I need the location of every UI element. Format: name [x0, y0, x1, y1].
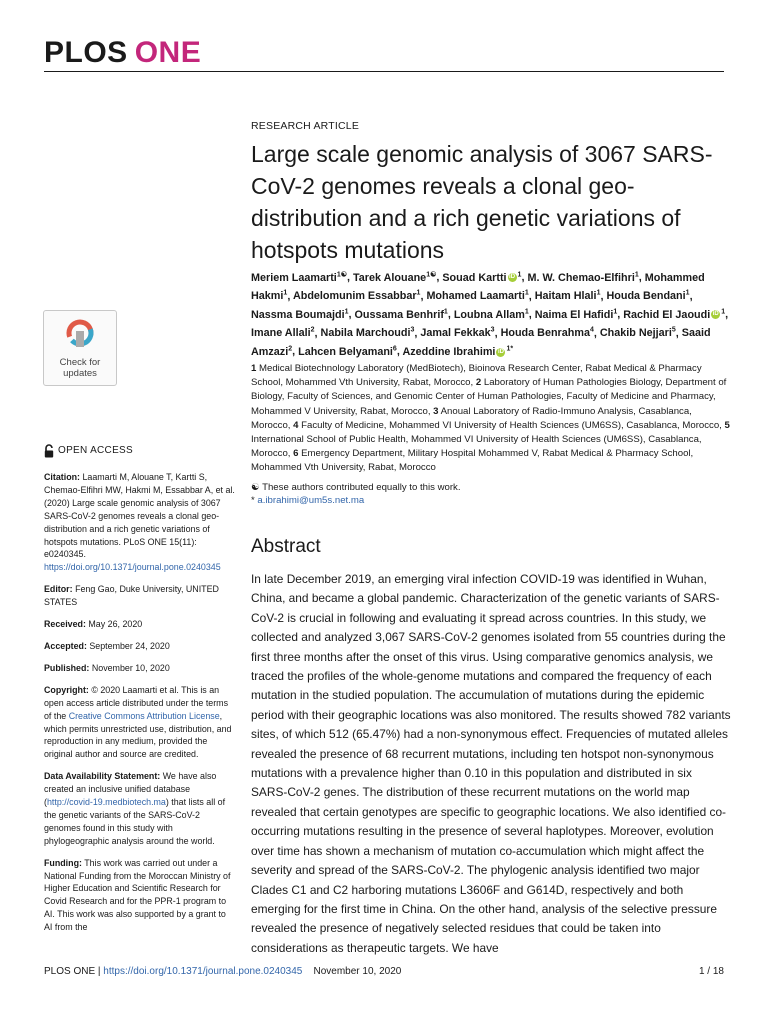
badge-line2: updates	[63, 368, 97, 379]
published-block: Published: November 10, 2020	[44, 662, 170, 673]
open-lock-icon	[44, 444, 54, 458]
header-rule	[44, 71, 724, 72]
journal-logo	[44, 36, 201, 70]
funding-block: Funding: This work was carried out under a National Funding from the Moroccan Ministry of Higher Education and Scientific Research for Covid Research and for the PPR-1 program to AI. This work was also supported by a grant to AI from the	[44, 857, 231, 933]
abstract-heading: Abstract	[251, 536, 321, 557]
footer-journal: PLOS ONE	[44, 966, 96, 977]
author: Azeddine Ibrahimi iD $^{1*}$	[402, 345, 514, 358]
affiliation: 6 Emergency Department, Military Hospital Mohammed V, Rabat Medical & Pharmacy School, Mohammed Vth University, Rabat, Morocco	[251, 448, 694, 474]
open-access-label: OPEN ACCESS	[44, 444, 236, 458]
author: Saaid Amzazi$^2$	[251, 327, 711, 358]
article-type: RESEARCH ARTICLE	[251, 120, 360, 132]
author: Oussama Benhrif$^1$	[354, 308, 448, 321]
page-footer: PLOS ONE | https://doi.org/10.1371/journal.pone.0240345 November 10, 2020 1 / 18	[44, 966, 724, 977]
affiliation: 4 Faculty of Medicine, Mohammed VI University of Health Sciences (UM6SS), Casablanca, Morocco,	[293, 419, 722, 431]
badge-text	[44, 357, 116, 379]
author: Naima El Hafidi$^1$	[534, 308, 618, 321]
affiliation-list	[251, 362, 731, 476]
citation-doi-link[interactable]: https://doi.org/10.1371/journal.pone.0240345	[44, 562, 221, 573]
page-number: 1 / 18	[698, 966, 724, 977]
orcid-icon[interactable]: iD	[509, 274, 516, 281]
affiliation: 5 International School of Public Health, Mohammed VI University of Health Sciences (UM6SS), Casablanca, Morocco,	[251, 419, 730, 460]
database-link[interactable]: http://covid-19.medbiotech.ma	[46, 797, 166, 808]
author: Houda Benrahma$^4$	[500, 326, 594, 340]
license-link[interactable]: Creative Commons Attribution License	[68, 710, 220, 721]
logo-one: ONE	[134, 36, 202, 69]
orcid-icon[interactable]: iD	[497, 348, 504, 355]
author-notes	[251, 481, 731, 507]
author: Chakib Nejjari$^5$	[599, 326, 676, 340]
received-block: Received: May 26, 2020	[44, 619, 143, 630]
footer-doi-link[interactable]: https://doi.org/10.1371/journal.pone.0240345	[103, 966, 303, 977]
author: Nassma Boumajdi$^1$	[251, 308, 349, 321]
author: Haitam Hlali$^1$	[534, 289, 601, 303]
footer-date: November 10, 2020	[313, 966, 402, 977]
editor-block: Editor: Feng Gao, Duke University, UNITED STATES	[44, 584, 219, 608]
author: Loubna Allam$^1$	[453, 308, 529, 321]
author: Nabila Marchoudi$^3$	[320, 326, 415, 340]
equal-contribution-note: ☯ These authors contributed equally to this work.	[251, 482, 461, 493]
author: Houda Bendani$^1$	[606, 289, 690, 303]
abstract-text: In late December 2019, an emerging viral infection COVID-19 was identified in Wuhan, China, and became a global pandemic. Characterization of the genetic variants of SARS-CoV-2 is crucial in following and evaluating it spread across countries. In this study, we collected and analyzed 3,067 SARS-CoV-2 genomes isolated from 55 countries during the first three months after the onset of this virus. Using comparative genomics analysis, we traced the profiles of the whole-genome mutations and compared the frequency of each mutation in the studied population. The accumulation of mutations during the epidemic period with their geographic locations was also monitored. The results showed 782 variants sites, of which 512 (65.47%) had a non-synonymous effect. Frequencies of mutated alleles revealed the presence of 68 recurrent mutations, including ten hotspot non-synonymous mutations with a prevalence higher than 0.10 in this population and distributed in six SARS-CoV-2 genes. The distribution of these recurrent mutations on the world map revealed that certain genotypes are specific to geographic locations. We also identified co-occurring mutations resulting in the presence of several haplotypes. Moreover, evolution over time has shown a mechanism of mutation co-accumulation which might affect the severity and spread of the SARS-CoV-2. The phylogenic analysis identified two major Clades C1 and C2 harboring mutations L3606F and G614D, respectively and both emerging for the first time in China. On the other hand, analysis of the selective pressure revealed the presence of negatively selected residues that could be taken into considerations as therapeutic targets. We have	[251, 572, 731, 955]
author: Meriem Laamarti$^{1☯}$	[251, 271, 347, 284]
article-info-sidebar	[44, 444, 236, 943]
author: Abdelomunim Essabbar$^1$	[292, 289, 421, 303]
affiliation: 1 Medical Biotechnology Laboratory (MedBiotech), Bioinova Research Center, Rabat Medical & Pharmacy School, Mohammed Vth University, Rabat, Morocco,	[251, 363, 702, 389]
author: Mohamed Laamarti$^1$	[426, 289, 529, 303]
author: Lahcen Belyamani$^6$	[298, 345, 397, 358]
badge-line1: Check for	[59, 357, 101, 368]
affiliation: 3 Anoual Laboratory of Radio-Immuno Analysis, Casablanca, Morocco,	[251, 405, 692, 431]
author: Tarek Alouane$^{1☯}$	[352, 271, 437, 284]
affiliation: 2 Laboratory of Human Pathologies Biology, Department of Biology, Faculty of Sciences, and Genomic Center of Human Pathologies, Faculty of Medicine and Pharmacy, Mohammed V University, Rabat, Morocco,	[251, 377, 727, 417]
crossmark-icon	[66, 319, 94, 347]
orcid-icon[interactable]: iD	[712, 311, 719, 318]
author: Jamal Fekkak$^3$	[420, 326, 495, 340]
copyright-block: Copyright: © 2020 Laamarti et al. This is an open access article distributed under the terms of the Creative Commons Attribution License, which permits unrestricted use, distribution, and reproduction in any medium, provided the original author and source are credited.	[44, 684, 232, 760]
citation-block: Citation: Laamarti M, Alouane T, Kartti S, Chemao-Elfihri MW, Hakmi M, Essabbar A, et al. (2020) Large scale genomic analysis of 3067 SARS-CoV-2 genomes reveals a clonal geo-distribution and a rich genetic variations of hotspots mutations. PLoS ONE 15(11): e0240345. https://doi.org/10.1371/journal.pone.0240345	[44, 472, 235, 573]
logo-plos: PLOS	[44, 36, 128, 69]
email-link[interactable]: a.ibrahimi@um5s.net.ma	[257, 495, 365, 506]
author-list: Meriem Laamarti$^{1☯}$, Tarek Alouane$^{1☯}$, Souad Kartti iD $^1$, M. W. Chemao-Elfihri$^1$, Mohammed Hakmi$^1$, Abdelomunim Essabbar$^1$, Mohamed Laamarti$^1$, Haitam Hlali$^1$, Houda Bendani$^1$, Nassma Boumajdi$^1$, Oussama Benhrif$^1$, Loubna Allam$^1$, Naima El Hafidi$^1$, Rachid El Jaoudi iD $^1$, Imane Allali$^2$, Nabila Marchoudi$^3$, Jamal Fekkak$^3$, Houda Benrahma$^4$, Chakib Nejjari$^5$, Saaid Amzazi$^2$, Lahcen Belyamani$^6$, Azeddine Ibrahimi iD $^{1*}$	[251, 271, 729, 358]
author: Imane Allali$^2$	[251, 326, 315, 340]
author: Rachid El Jaoudi iD $^1$	[623, 308, 726, 321]
author: Souad Kartti iD $^1$	[442, 271, 522, 284]
author: M. W. Chemao-Elfihri$^1$	[527, 271, 639, 284]
data-availability-block: Data Availability Statement: We have also created an inclusive unified database (http://covid-19.medbiotech.ma) that lists all of the genetic variants of the SARS-CoV-2 genomes found in this study with phylogeographic analysis around the world.	[44, 771, 226, 846]
corresponding-email: * a.ibrahimi@um5s.net.ma	[251, 495, 365, 506]
article-title: Large scale genomic analysis of 3067 SARS-CoV-2 genomes reveals a clonal geo-distribution and a rich genetic variations of hotspots mutations	[251, 141, 713, 263]
author: Mohammed Hakmi$^1$	[251, 271, 705, 303]
check-for-updates-badge[interactable]	[43, 310, 117, 386]
accepted-block: Accepted: September 24, 2020	[44, 640, 170, 651]
